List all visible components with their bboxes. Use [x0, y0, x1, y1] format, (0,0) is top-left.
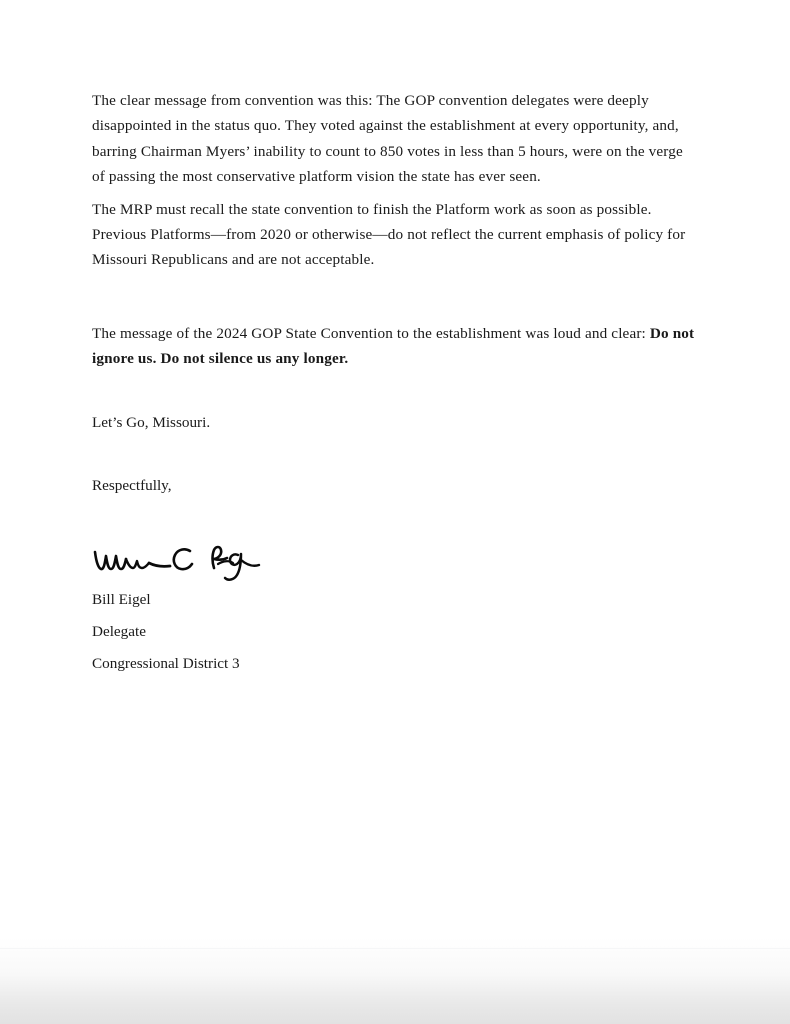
paragraph-mrp-recall: The MRP must recall the state convention to finish the Platform work as soon as possible. Previous Platforms—from 2020 or otherwise—do not reflect the current emphasis of policy for Missouri Republicans and are not acceptable.	[92, 200, 686, 269]
page-edge-line	[0, 948, 790, 949]
signer-role: Delegate	[92, 623, 146, 641]
signature-spacer	[92, 498, 698, 538]
paragraph-spacer	[92, 273, 698, 321]
sign-off-spacer	[92, 372, 698, 410]
signer-name: Bill Eigel	[92, 591, 151, 609]
final-message-bold-run: Do not ignore us. Do not silence us any longer.	[92, 324, 695, 368]
signer-district: Congressional District 3	[92, 655, 240, 673]
page-bottom-shading	[0, 938, 790, 1024]
paragraph-convention-message: The clear message from convention was this: The GOP convention delegates were deeply disappointed in the status quo. They voted against the establishment at every opportunity, and, barring Chairman Myers’ inability to count to 850 votes in less than 5 hours, were on the verge of passing the most conservative platform vision the state has ever seen.	[92, 92, 683, 186]
final-message-normal-run: The message of the 2024 GOP State Convention to the establishment was loud and clear:	[92, 324, 650, 342]
closing-salutation: Respectfully,	[92, 477, 172, 495]
paragraph-final-message	[92, 321, 698, 372]
signature-image	[92, 538, 262, 584]
signature-ink-strokes	[92, 538, 262, 584]
letter-body	[92, 88, 698, 680]
sign-off-line: Let’s Go, Missouri.	[92, 413, 211, 431]
closing-spacer	[92, 435, 698, 473]
